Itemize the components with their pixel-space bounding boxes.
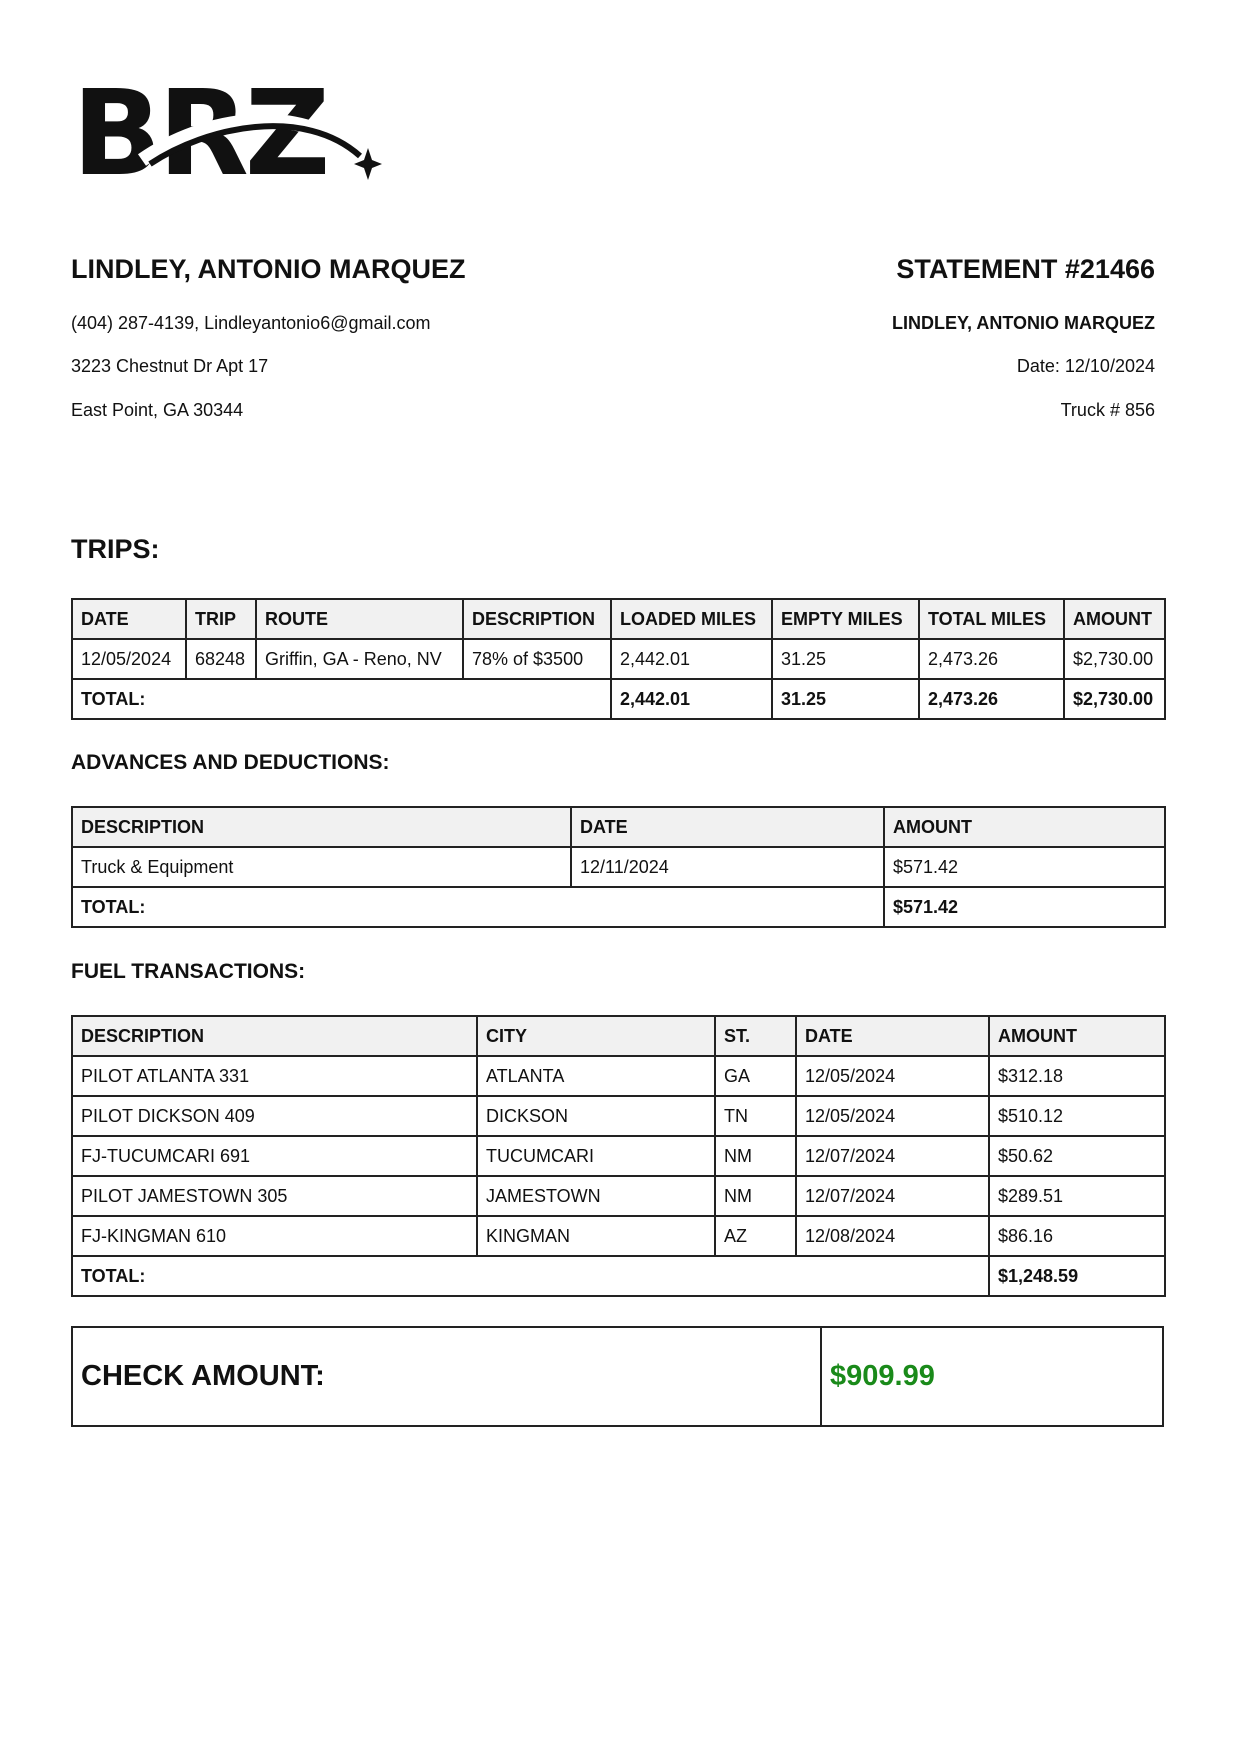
fuel-date: 12/05/2024 — [796, 1096, 989, 1136]
col-description: DESCRIPTION — [72, 807, 571, 847]
fuel-description: PILOT JAMESTOWN 305 — [72, 1176, 477, 1216]
driver-contact: (404) 287-4139, Lindleyantonio6@gmail.com — [71, 313, 431, 333]
trip-amount: $2,730.00 — [1064, 639, 1165, 679]
fuel-amount: $50.62 — [989, 1136, 1165, 1176]
total-empty-miles: 31.25 — [772, 679, 919, 719]
trips-table — [71, 598, 1166, 720]
table-row — [72, 847, 1165, 887]
trip-route: Griffin, GA - Reno, NV — [256, 639, 463, 679]
col-route: ROUTE — [256, 599, 463, 639]
fuel-city: DICKSON — [477, 1096, 715, 1136]
fuel-table — [71, 1015, 1166, 1297]
col-empty-miles: EMPTY MILES — [772, 599, 919, 639]
fuel-amount: $510.12 — [989, 1096, 1165, 1136]
col-date: DATE — [571, 807, 884, 847]
col-total-miles: TOTAL MILES — [919, 599, 1064, 639]
col-description: DESCRIPTION — [72, 1016, 477, 1056]
fuel-description: PILOT DICKSON 409 — [72, 1096, 477, 1136]
trips-title: TRIPS: — [71, 534, 160, 564]
fuel-description: FJ-KINGMAN 610 — [72, 1216, 477, 1256]
fuel-title: FUEL TRANSACTIONS: — [71, 960, 306, 983]
fuel-city: ATLANTA — [477, 1056, 715, 1096]
fuel-state: GA — [715, 1056, 796, 1096]
trip-empty-miles: 31.25 — [772, 639, 919, 679]
brz-logo — [72, 78, 382, 190]
truck-number: Truck # 856 — [1060, 400, 1155, 420]
check-amount-label: CHECK AMOUNT: — [73, 1328, 822, 1425]
col-amount: AMOUNT — [884, 807, 1165, 847]
total-amount: $571.42 — [884, 887, 1165, 927]
fuel-amount: $86.16 — [989, 1216, 1165, 1256]
trip-number: 68248 — [186, 639, 256, 679]
total-label: TOTAL: — [72, 1256, 989, 1296]
fuel-date: 12/07/2024 — [796, 1176, 989, 1216]
fuel-header-row — [72, 1016, 1165, 1056]
deduction-date: 12/11/2024 — [571, 847, 884, 887]
driver-name: LINDLEY, ANTONIO MARQUEZ — [71, 254, 466, 284]
deductions-table — [71, 806, 1166, 928]
fuel-city: KINGMAN — [477, 1216, 715, 1256]
fuel-date: 12/08/2024 — [796, 1216, 989, 1256]
deductions-title: ADVANCES AND DEDUCTIONS: — [71, 751, 390, 774]
table-row — [72, 1176, 1165, 1216]
driver-address-line2: East Point, GA 30344 — [71, 400, 244, 420]
fuel-description: PILOT ATLANTA 331 — [72, 1056, 477, 1096]
table-row — [72, 1056, 1165, 1096]
statement-driver-name: LINDLEY, ANTONIO MARQUEZ — [891, 313, 1155, 333]
table-row — [72, 1216, 1165, 1256]
trips-header-row — [72, 599, 1165, 639]
statement-date: Date: 12/10/2024 — [1016, 356, 1155, 376]
total-label: TOTAL: — [72, 679, 611, 719]
fuel-amount: $312.18 — [989, 1056, 1165, 1096]
col-description: DESCRIPTION — [463, 599, 611, 639]
table-row — [72, 1096, 1165, 1136]
check-amount-value: $909.99 — [830, 1360, 935, 1392]
total-total-miles: 2,473.26 — [919, 679, 1064, 719]
fuel-total-row — [72, 1256, 1165, 1296]
col-trip: TRIP — [186, 599, 256, 639]
col-loaded-miles: LOADED MILES — [611, 599, 772, 639]
check-amount-box — [71, 1326, 1164, 1427]
deduction-amount: $571.42 — [884, 847, 1165, 887]
driver-address-line1: 3223 Chestnut Dr Apt 17 — [71, 356, 269, 376]
deductions-total-row — [72, 887, 1165, 927]
col-amount: AMOUNT — [989, 1016, 1165, 1056]
table-row — [72, 1136, 1165, 1176]
total-loaded-miles: 2,442.01 — [611, 679, 772, 719]
fuel-state: TN — [715, 1096, 796, 1136]
fuel-date: 12/05/2024 — [796, 1056, 989, 1096]
total-label: TOTAL: — [72, 887, 884, 927]
fuel-state: NM — [715, 1176, 796, 1216]
table-row — [72, 639, 1165, 679]
fuel-state: NM — [715, 1136, 796, 1176]
svg-text:BRZ: BRZ — [72, 78, 327, 190]
col-city: CITY — [477, 1016, 715, 1056]
trip-loaded-miles: 2,442.01 — [611, 639, 772, 679]
statement-title: STATEMENT #21466 — [896, 254, 1155, 284]
fuel-description: FJ-TUCUMCARI 691 — [72, 1136, 477, 1176]
col-date: DATE — [72, 599, 186, 639]
trips-total-row — [72, 679, 1165, 719]
trip-description: 78% of $3500 — [463, 639, 611, 679]
col-state: ST. — [715, 1016, 796, 1056]
fuel-amount: $289.51 — [989, 1176, 1165, 1216]
col-date: DATE — [796, 1016, 989, 1056]
total-amount: $2,730.00 — [1064, 679, 1165, 719]
fuel-city: TUCUMCARI — [477, 1136, 715, 1176]
deduction-description: Truck & Equipment — [72, 847, 571, 887]
trip-date: 12/05/2024 — [72, 639, 186, 679]
fuel-state: AZ — [715, 1216, 796, 1256]
deductions-header-row — [72, 807, 1165, 847]
fuel-date: 12/07/2024 — [796, 1136, 989, 1176]
col-amount: AMOUNT — [1064, 599, 1165, 639]
trip-total-miles: 2,473.26 — [919, 639, 1064, 679]
total-amount: $1,248.59 — [989, 1256, 1165, 1296]
fuel-city: JAMESTOWN — [477, 1176, 715, 1216]
